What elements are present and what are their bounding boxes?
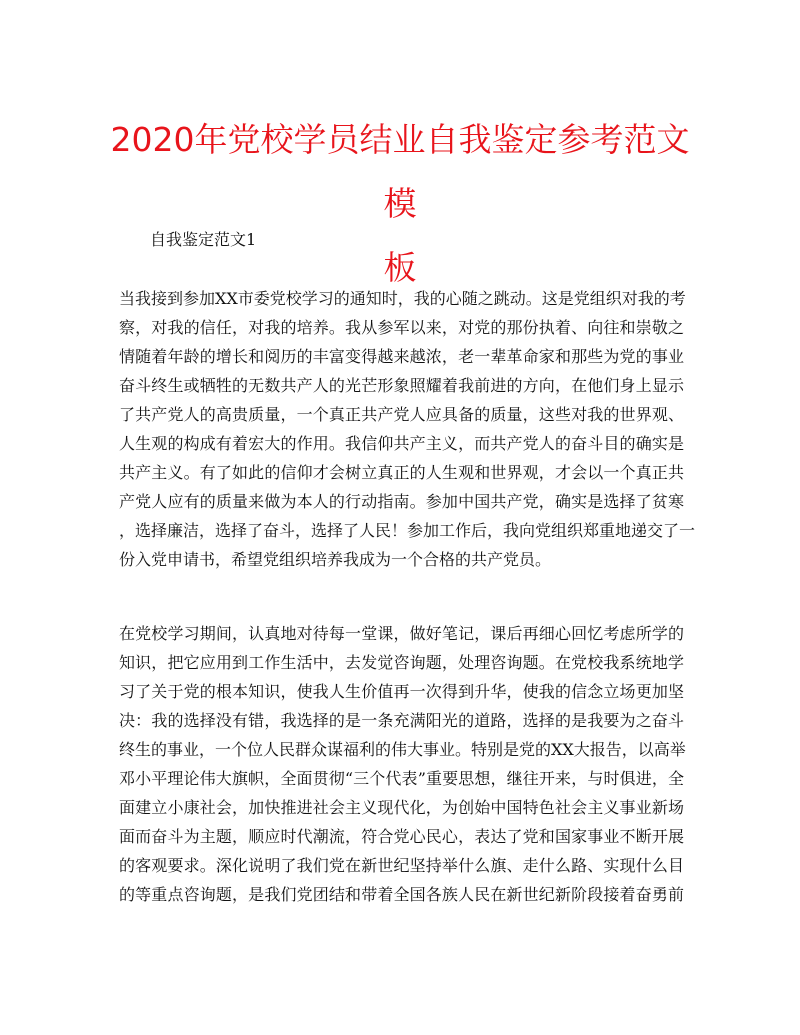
document-title <box>110 108 690 300</box>
text-line: 在党校学习期间，认真地对待每一堂课，做好笔记，课后再细心回忆考虑所学的 <box>119 624 684 643</box>
text-line: 终生的事业，一个位人民群众谋福利的伟大事业。特别是党的XX大报告，以高举 <box>119 740 686 759</box>
text-line: ，选择廉洁，选择了奋斗，选择了人民！参加工作后，我向党组织郑重地递交了一 <box>119 521 696 540</box>
section-subtitle: 自我鉴定范文1 <box>150 230 257 249</box>
text-line: 察，对我的信任，对我的培养。我从参军以来，对党的那份执着、向往和崇敬之 <box>119 318 684 337</box>
text-line: 份入党申请书，希望党组织培养我成为一个合格的共产党员。 <box>119 550 552 569</box>
paragraph <box>119 284 696 574</box>
text-line: 面建立小康社会，加快推进社会主义现代化，为创始中国特色社会主义事业新场 <box>119 798 684 817</box>
text-line: 决：我的选择没有错，我选择的是一条充满阳光的道路，选择的是我要为之奋斗 <box>119 711 684 730</box>
text-line: 共产主义。有了如此的信仰才会树立真正的人生观和世界观，才会以一个真正共 <box>119 463 684 482</box>
title-line: 板 <box>383 248 417 287</box>
paragraph <box>119 619 684 909</box>
text-line: 习了关于党的根本知识，使我人生价值再一次得到升华，使我的信念立场更加坚 <box>119 682 684 701</box>
text-line: 知识，把它应用到工作生活中，去发觉咨询题，处理咨询题。在党校我系统地学 <box>119 653 684 672</box>
text-line: 面而奋斗为主题，顺应时代潮流，符合党心民心，表达了党和国家事业不断开展 <box>119 827 684 846</box>
text-line: 邓小平理论伟大旗帜，全面贯彻“三个代表”重要思想，继往开来，与时俱进，全 <box>119 769 684 788</box>
text-line: 人生观的构成有着宏大的作用。我信仰共产主义，而共产党人的奋斗目的确实是 <box>119 434 684 453</box>
text-line: 奋斗终生或牺牲的无数共产人的光芒形象照耀着我前进的方向，在他们身上显示 <box>119 376 684 395</box>
text-line: 的等重点咨询题，是我们党团结和带着全国各族人民在新世纪新阶段接着奋勇前 <box>119 885 684 904</box>
title-line: 2020年党校学员结业自我鉴定参考范文模 <box>110 120 690 223</box>
text-line: 了共产党人的高贵质量，一个真正共产党人应具备的质量，这些对我的世界观、 <box>119 405 684 424</box>
text-line: 的客观要求。深化说明了我们党在新世纪坚持举什么旗、走什么路、实现什么目 <box>119 856 684 875</box>
text-line: 产党人应有的质量来做为本人的行动指南。参加中国共产党，确实是选择了贫寒 <box>119 492 684 511</box>
text-line: 情随着年龄的增长和阅历的丰富变得越来越浓，老一辈革命家和那些为党的事业 <box>119 347 684 366</box>
text-line: 当我接到参加XX市委党校学习的通知时，我的心随之跳动。这是党组织对我的考 <box>119 289 686 308</box>
